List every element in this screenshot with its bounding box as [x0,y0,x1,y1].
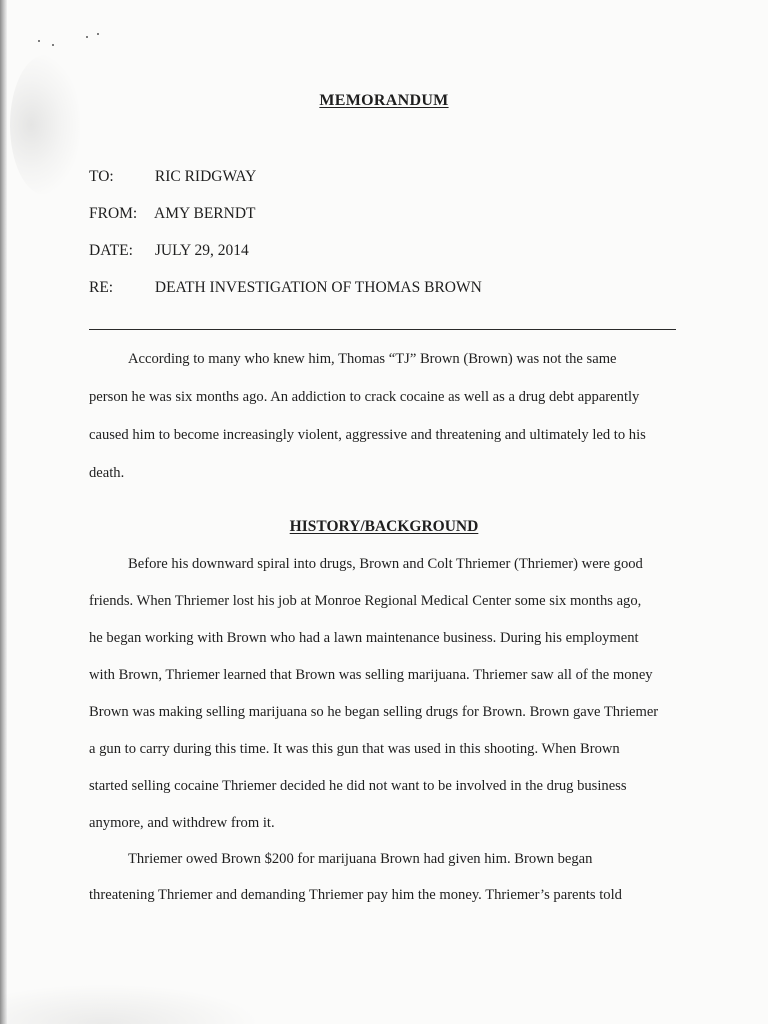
debt-line: threatening Thriemer and demanding Thriemer pay him the money. Thriemer’s parents told [89,887,622,903]
background-line: started selling cocaine Thriemer decided he did not want to be involved in the drug business [89,778,627,794]
memo-to-label: TO: [89,168,114,185]
memo-re-label: RE: [89,279,114,296]
memo-date-row [89,242,249,260]
memo-re-row [89,279,482,297]
memo-date-label: DATE: [89,242,133,259]
scan-speck [52,44,54,46]
memo-to-value: RIC RIDGWAY [154,168,257,185]
header-divider [89,329,676,330]
background-line: friends. When Thriemer lost his job at Monroe Regional Medical Center some six months ago, [89,593,642,609]
memo-title: MEMORANDUM [319,92,449,109]
memo-date-value: JULY 29, 2014 [154,242,249,259]
background-line: he began working with Brown who had a lawn maintenance business. During his employment [89,630,639,646]
memo-to-row [89,168,256,186]
background-line: with Brown, Thriemer learned that Brown was selling marijuana. Thriemer saw all of the money [89,667,653,683]
background-line: Before his downward spiral into drugs, Brown and Colt Thriemer (Thriemer) were good [128,556,643,572]
intro-line: caused him to become increasingly violent, aggressive and threatening and ultimately led to his [89,427,646,443]
intro-line: death. [89,465,125,481]
memo-from-value: AMY BERNDT [154,205,256,222]
scan-speck [86,36,88,38]
scan-speck [97,33,99,35]
scan-speck [38,40,40,42]
scan-smudge [10,55,80,195]
background-line: a gun to carry during this time. It was this gun that was used in this shooting. When Brown [89,741,620,757]
section-heading: HISTORY/BACKGROUND [289,518,479,535]
scan-smudge-bottom [0,984,260,1024]
scan-edge-shadow [0,0,7,1024]
memo-from-label: FROM: [89,205,138,222]
intro-line: According to many who knew him, Thomas “TJ” Brown (Brown) was not the same [128,351,617,367]
memo-from-row [89,205,256,223]
debt-line: Thriemer owed Brown $200 for marijuana Brown had given him. Brown began [128,851,593,867]
memo-re-value: DEATH INVESTIGATION OF THOMAS BROWN [154,279,482,296]
intro-line: person he was six months ago. An addiction to crack cocaine as well as a drug debt apparently [89,389,640,405]
background-line: Brown was making selling marijuana so he began selling drugs for Brown. Brown gave Thriemer [89,704,659,720]
background-line: anymore, and withdrew from it. [89,815,275,831]
